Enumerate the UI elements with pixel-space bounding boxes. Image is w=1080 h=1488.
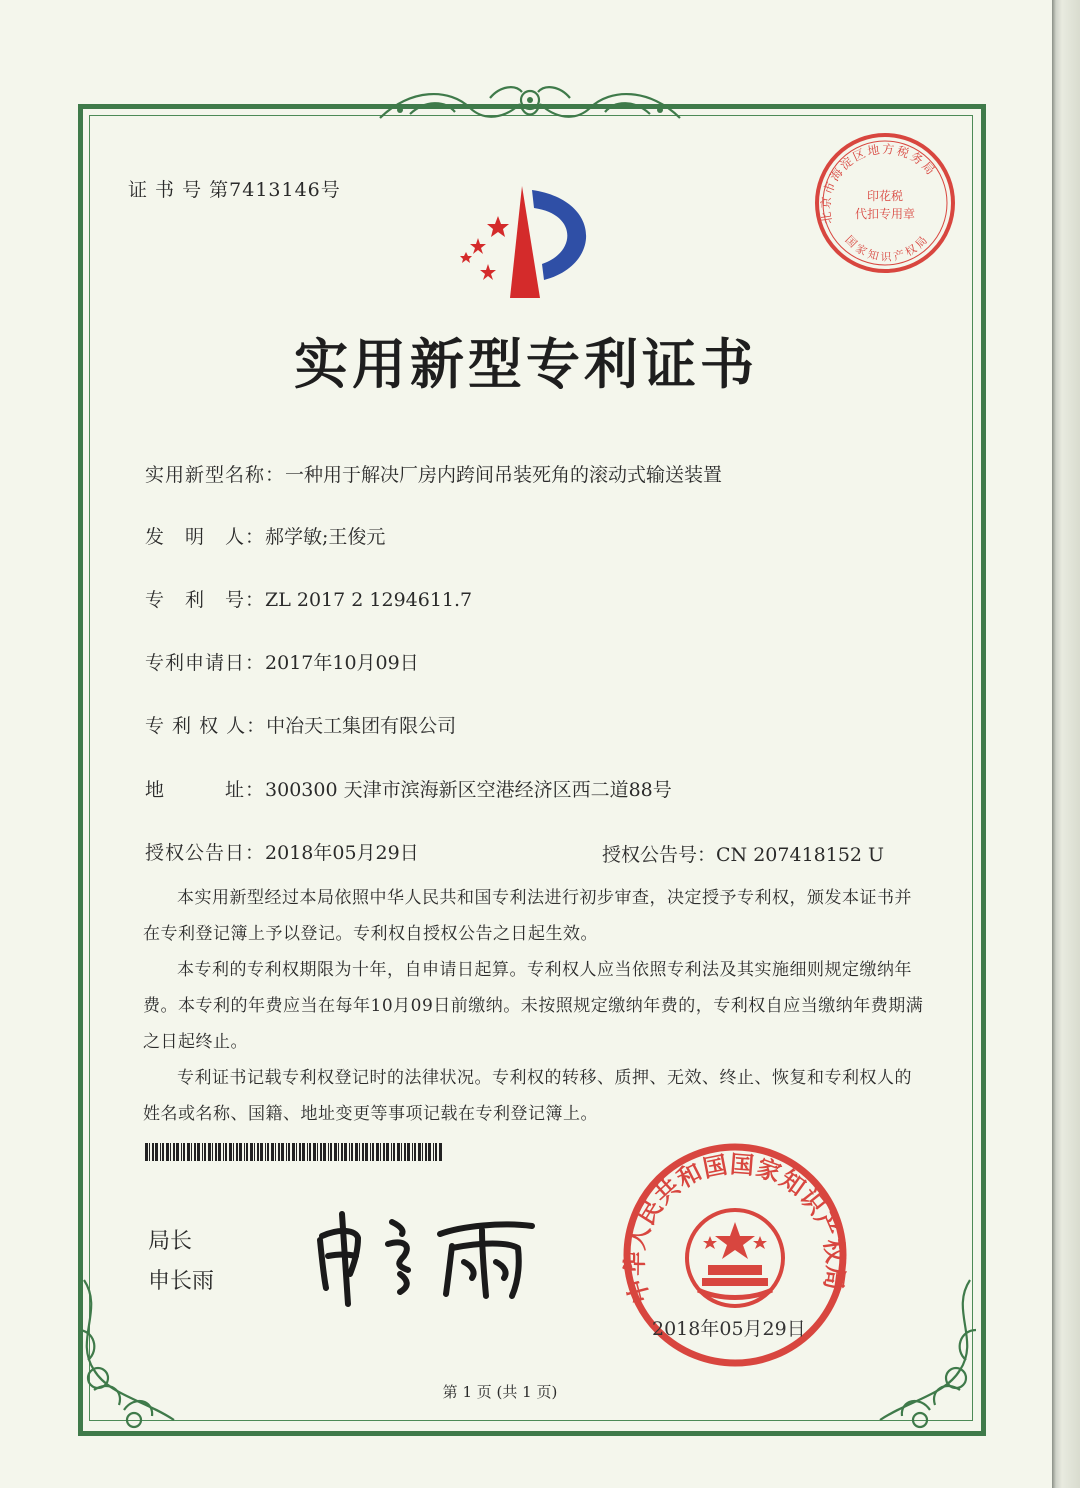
barcode-bar — [404, 1143, 406, 1161]
barcode-bar — [296, 1143, 297, 1161]
ornament-top-icon — [370, 78, 690, 134]
barcode-bar — [386, 1143, 389, 1161]
barcode-bar — [225, 1143, 227, 1161]
director-title: 局长 — [148, 1229, 193, 1254]
seal-ring-text: 中华人民共和国国家知识产权局 — [620, 1150, 850, 1307]
barcode-bar — [260, 1143, 263, 1161]
barcode-bar — [349, 1143, 350, 1161]
barcode-bar — [380, 1143, 381, 1161]
barcode-bar — [223, 1143, 224, 1161]
tax-stamp-seal — [810, 128, 960, 278]
barcode-bar — [152, 1143, 154, 1161]
tax-seal-center-line2: 代扣专用章 — [854, 207, 916, 221]
barcode-icon — [145, 1143, 445, 1161]
field-label: 专利申请日： — [145, 652, 266, 674]
barcode-bar — [170, 1143, 171, 1161]
barcode-bar — [233, 1143, 234, 1161]
barcode-bar — [204, 1143, 206, 1161]
field-label: 授权公告日： — [145, 842, 266, 864]
field-label: 专 利 号： — [145, 589, 266, 611]
barcode-bar — [278, 1143, 280, 1161]
barcode-bar — [239, 1143, 242, 1161]
barcode-bar — [412, 1143, 413, 1161]
barcode-bar — [145, 1143, 148, 1161]
barcode-bar — [250, 1143, 253, 1161]
barcode-bar — [391, 1143, 392, 1161]
ornament-corner-icon — [870, 1270, 990, 1440]
barcode-bar — [435, 1143, 437, 1161]
barcode-bar — [162, 1143, 164, 1161]
field-value: 2018年05月29日 — [265, 842, 419, 864]
barcode-bar — [439, 1143, 442, 1161]
announcement-number — [602, 840, 884, 867]
barcode-bar — [236, 1143, 238, 1161]
field-value: 300300 天津市滨海新区空港经济区西二道88号 — [265, 779, 672, 801]
barcode-bar — [320, 1143, 322, 1161]
barcode-bar — [160, 1143, 161, 1161]
field-utility-model-name — [145, 460, 722, 487]
barcode-bar — [323, 1143, 326, 1161]
body-paragraph: 本专利的专利权期限为十年，自申请日起算。专利权人应当依照专利法及其实施细则规定缴纳年费。本专利的年费应当在每年10月09日前缴纳。未按照规定缴纳年费的，专利权自应当缴纳年费期满之日起终止。 — [143, 960, 924, 1052]
national-emblem-icon — [687, 1210, 783, 1306]
field-application-date — [145, 648, 419, 675]
barcode-bar — [383, 1143, 385, 1161]
certificate-body — [143, 880, 928, 1132]
barcode-bar — [309, 1143, 311, 1161]
barcode-bar — [414, 1143, 416, 1161]
barcode-bar — [254, 1143, 255, 1161]
barcode-bar — [191, 1143, 192, 1161]
field-label: 地 址： — [145, 779, 266, 801]
barcode-bar — [330, 1143, 332, 1161]
svg-text:国家知识产权局 — [842, 232, 931, 264]
announcement-number-value: CN 207418152 U — [716, 844, 885, 866]
barcode-bar — [244, 1143, 245, 1161]
field-publication-date — [145, 838, 419, 865]
barcode-bar — [212, 1143, 213, 1161]
certificate-number-value: 第7413146号 — [209, 179, 341, 201]
barcode-bar — [149, 1143, 150, 1161]
field-value: 中冶天工集团有限公司 — [266, 715, 457, 737]
barcode-bar — [334, 1143, 337, 1161]
barcode-bar — [218, 1143, 221, 1161]
field-label: 专 利 权 人： — [145, 715, 267, 737]
field-patentee — [145, 711, 456, 738]
ornament-corner-icon — [64, 1270, 184, 1440]
barcode-bar — [202, 1143, 203, 1161]
barcode-bar — [286, 1143, 287, 1161]
barcode-bar — [344, 1143, 347, 1161]
body-paragraph: 专利证书记载专利权登记时的法律状况。专利权的转移、质押、无效、终止、恢复和专利权人的姓名或名称、国籍、地址变更等事项记载在专利登记簿上。 — [143, 1068, 912, 1124]
certificate-number — [128, 175, 341, 202]
barcode-bar — [208, 1143, 211, 1161]
barcode-bar — [302, 1143, 305, 1161]
barcode-bar — [265, 1143, 266, 1161]
field-label: 实用新型名称： — [145, 464, 286, 486]
field-patent-number — [145, 585, 472, 612]
barcode-bar — [328, 1143, 329, 1161]
barcode-bar — [317, 1143, 318, 1161]
barcode-bar — [155, 1143, 158, 1161]
barcode-bar — [313, 1143, 316, 1161]
barcode-bar — [407, 1143, 410, 1161]
barcode-bar — [355, 1143, 358, 1161]
page-number: 第 1 页 (共 1 页) — [442, 1383, 558, 1401]
barcode-bar — [229, 1143, 232, 1161]
handwritten-signature — [312, 1200, 542, 1310]
barcode-bar — [393, 1143, 395, 1161]
barcode-bar — [341, 1143, 343, 1161]
barcode-bar — [422, 1143, 423, 1161]
field-address — [145, 775, 672, 802]
barcode-bar — [215, 1143, 217, 1161]
barcode-bar — [176, 1143, 179, 1161]
barcode-bar — [362, 1143, 364, 1161]
tax-seal-bottom-text: 国家知识产权局 — [842, 231, 932, 264]
barcode-bar — [401, 1143, 402, 1161]
folder-edge — [1052, 0, 1080, 1488]
certificate-number-label: 证 书 号 — [128, 179, 203, 201]
barcode-bar — [181, 1143, 182, 1161]
page-title: 实用新型专利证书 — [294, 333, 758, 396]
barcode-bar — [275, 1143, 276, 1161]
barcode-bar — [187, 1143, 190, 1161]
director-name: 申长雨 — [148, 1269, 215, 1294]
barcode-bar — [267, 1143, 269, 1161]
tax-seal-ring-text: 北京市海淀区地方税务局 — [818, 141, 939, 225]
barcode-bar — [183, 1143, 185, 1161]
field-value: 一种用于解决厂房内跨间吊装死角的滚动式输送装置 — [285, 464, 723, 486]
barcode-bar — [372, 1143, 374, 1161]
barcode-bar — [365, 1143, 368, 1161]
cnipa-logo-icon — [452, 180, 612, 300]
barcode-bar — [173, 1143, 175, 1161]
barcode-bar — [271, 1143, 274, 1161]
body-paragraph: 本实用新型经过本局依照中华人民共和国专利法进行初步审查，决定授予专利权，颁发本证书并在专利登记簿上予以登记。专利权自授权公告之日起生效。 — [143, 888, 912, 944]
barcode-bar — [299, 1143, 301, 1161]
barcode-bar — [397, 1143, 400, 1161]
barcode-bar — [376, 1143, 379, 1161]
field-label: 发 明 人： — [145, 526, 266, 548]
barcode-bar — [351, 1143, 353, 1161]
tax-seal-center-line1: 印花税 — [866, 189, 904, 203]
seal-date: 2018年05月29日 — [652, 1318, 806, 1340]
barcode-bar — [197, 1143, 200, 1161]
field-value: ZL 2017 2 1294611.7 — [265, 589, 473, 611]
barcode-bar — [166, 1143, 169, 1161]
barcode-bar — [425, 1143, 427, 1161]
barcode-bar — [338, 1143, 339, 1161]
barcode-bar — [246, 1143, 248, 1161]
field-value: 郝学敏;王俊元 — [265, 526, 386, 548]
barcode-bar — [307, 1143, 308, 1161]
barcode-bar — [433, 1143, 434, 1161]
barcode-bar — [281, 1143, 284, 1161]
barcode-bar — [418, 1143, 421, 1161]
announcement-number-label: 授权公告号： — [602, 844, 717, 866]
barcode-bar — [370, 1143, 371, 1161]
barcode-bar — [292, 1143, 295, 1161]
barcode-bar — [288, 1143, 290, 1161]
barcode-bar — [257, 1143, 259, 1161]
field-inventor — [145, 522, 385, 549]
barcode-bar — [194, 1143, 196, 1161]
barcode-bar — [428, 1143, 431, 1161]
barcode-bar — [359, 1143, 360, 1161]
field-value: 2017年10月09日 — [265, 652, 419, 674]
